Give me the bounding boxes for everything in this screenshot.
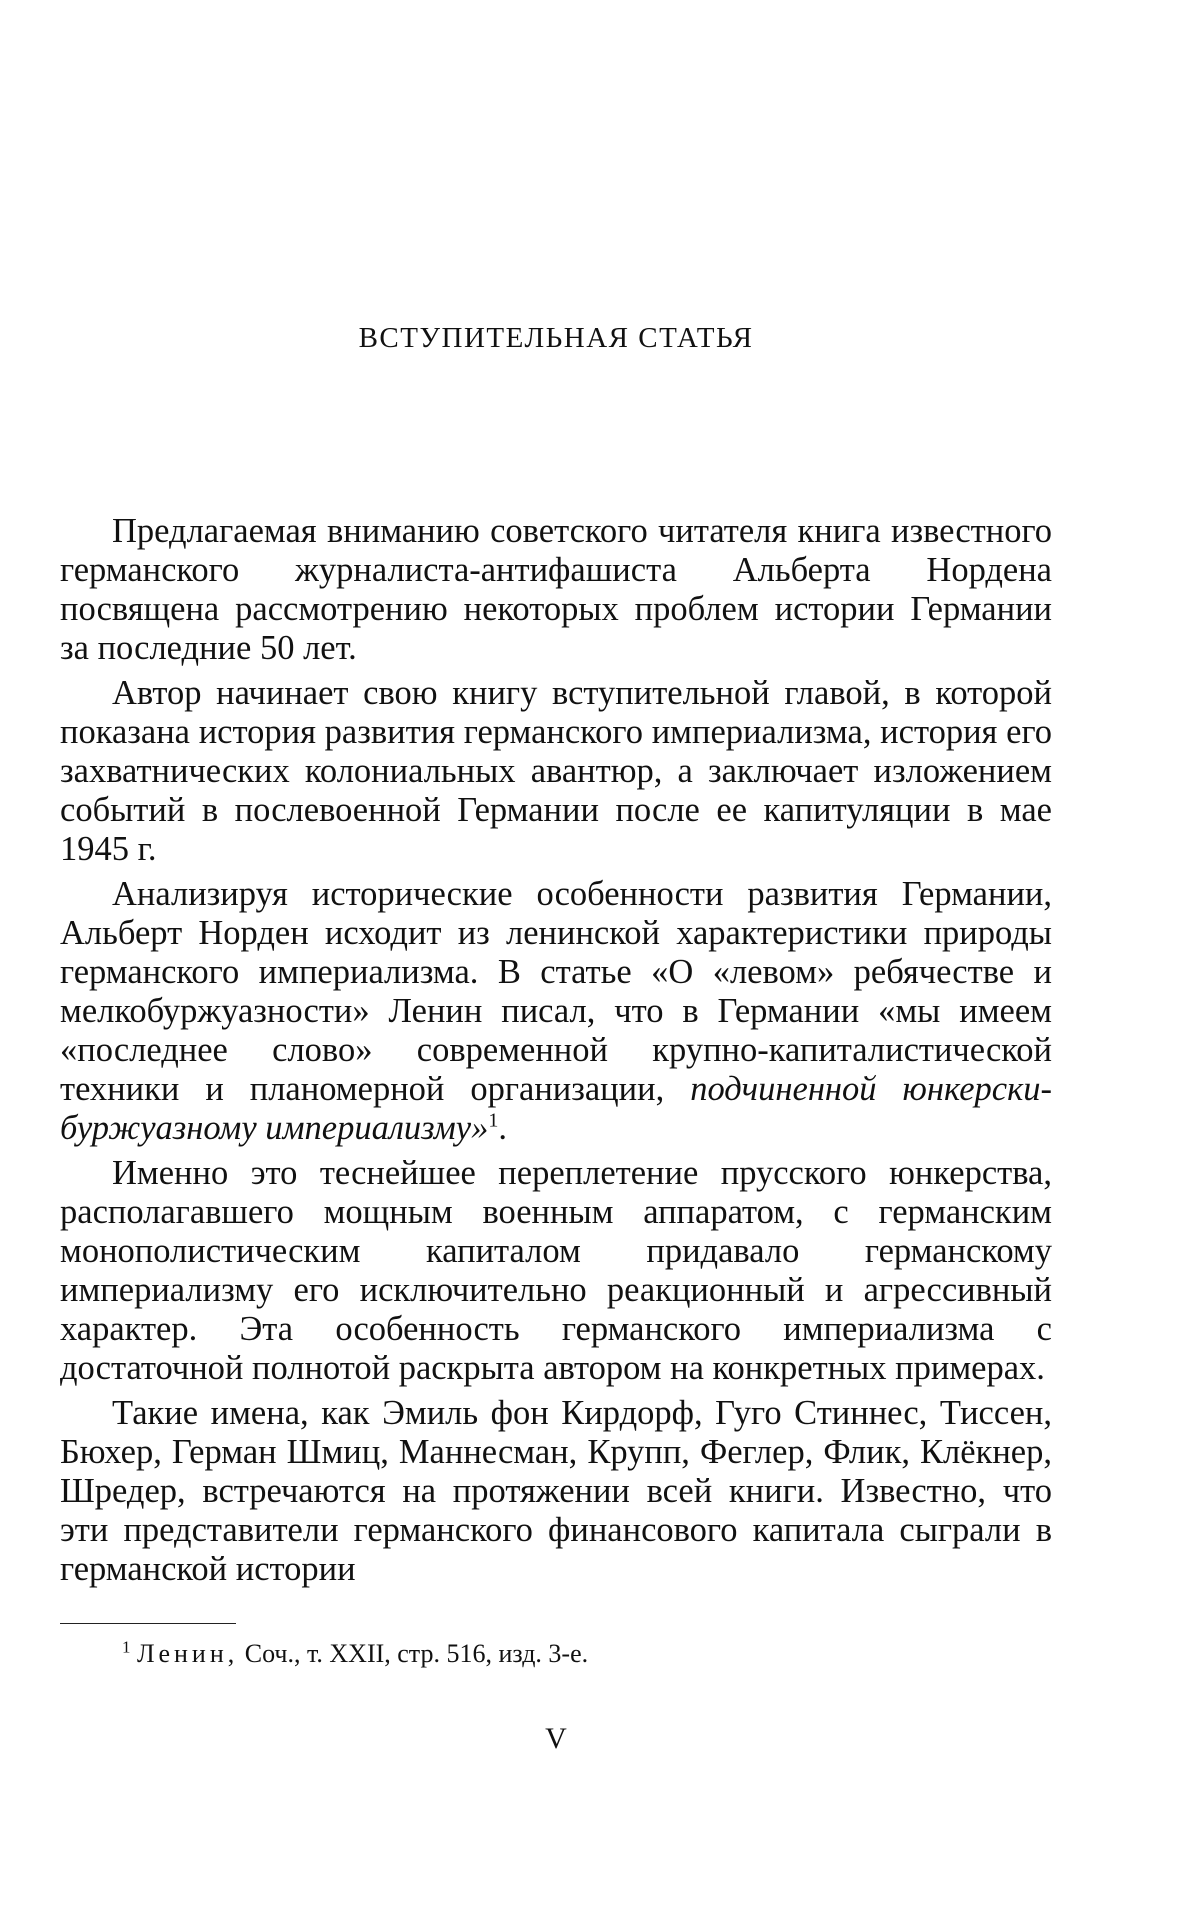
footnote-citation: Соч., т. XXII, стр. 516, изд. 3-е. bbox=[244, 1639, 589, 1668]
paragraph-5: Такие имена, как Эмиль фон Кирдорф, Гуго Стиннес, Тиссен, Бюхер, Герман Шмиц, Маннесман, Крупп, Феглер, Флик, Клёкнер, Шредер, встречаются на протяжении всей книги. Известно, что эти представители германского финансового капитала сыграли в германской истории bbox=[60, 1394, 1052, 1588]
paragraph-4: Именно это теснейшее переплетение прусского юнкерства, располагавшего мощным военным аппаратом, с германским монополистическим капиталом придавало германскому империализму его исключительно реакционный и агрессивный характер. Эта особенность германского империализма с достаточной полнотой раскрыта автором на конкретных примерах. bbox=[60, 1154, 1052, 1387]
article-body bbox=[60, 512, 1052, 1595]
paragraph-3-text: Анализируя исторические особенности развития Германии, Альберт Норден исходит из ленинской характеристики природы германского империализма. В статье «О «левом» ребячестве и мелкобуржуазности» Ленин писал, что в Германии «мы имеем «последнее слово» современной крупно-капиталистической техники и планомерной организации, bbox=[60, 875, 1052, 1108]
footnote-author: Ленин, bbox=[137, 1639, 239, 1668]
footnote-mark: 1 bbox=[122, 1637, 131, 1657]
paragraph-1: Предлагаемая вниманию советского читателя книга известного германского журналиста-антифашиста Альберта Нордена посвящена рассмотрению некоторых проблем истории Германии за последние 50 лет. bbox=[60, 512, 1052, 667]
section-heading: ВСТУПИТЕЛЬНАЯ СТАТЬЯ bbox=[358, 322, 754, 354]
lenin-quote-italic: подчиненной юнкерски-буржуазному империализму» bbox=[60, 1070, 1053, 1147]
page-number: V bbox=[545, 1722, 567, 1755]
book-page bbox=[60, 0, 1052, 1912]
footnote bbox=[122, 1638, 1022, 1670]
paragraph-2: Автор начинает свою книгу вступительной главой, в которой показана история развития германского империализма, история его захватнических колониальных авантюр, а заключает изложением событий в послевоенной Германии после ее капитуляции в мае 1945 г. bbox=[60, 674, 1052, 868]
footnote-divider bbox=[60, 1623, 236, 1624]
paragraph-3 bbox=[60, 875, 1052, 1148]
paragraph-3-end: . bbox=[498, 1109, 507, 1147]
footnote-reference: 1 bbox=[488, 1109, 499, 1132]
